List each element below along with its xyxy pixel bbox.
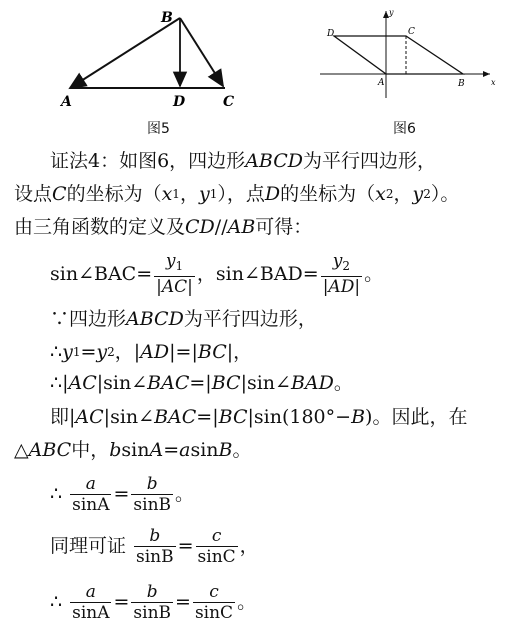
text: 设点 [14,183,53,205]
text-italic: y [198,183,210,205]
equation-1 [50,250,383,298]
text-italic: C [52,183,67,205]
label-d: D [173,94,186,110]
text-italic: y [412,183,424,205]
text: ∴ [50,591,63,613]
subscript: 1 [175,259,184,273]
text: = [113,483,130,505]
figure-5 [55,8,240,118]
parallelogram-abcd [334,36,463,74]
text: =| [196,406,219,428]
text-italic: BC [218,406,248,428]
numerator: c [211,525,222,546]
proof-line-6 [50,341,252,363]
fraction [70,474,111,515]
label-d: D [327,29,335,39]
figure-6-diagram [318,6,498,101]
proof-line-8 [50,406,467,428]
text: ， [393,183,413,205]
proof-line-2 [14,183,459,205]
text: 。 [175,483,195,505]
text-italic: A [149,439,164,461]
text-italic: AC [68,372,97,394]
denominator: sinB [133,494,172,515]
text: = [163,439,180,461]
label-a: A [61,94,72,110]
text: sin [190,439,219,461]
numerator: a [85,473,96,494]
text: |=| [169,341,198,363]
text-italic: ABCD [126,308,184,330]
text-italic: b [109,439,122,461]
denominator: |AD| [322,277,361,297]
text-italic: BAD [290,372,334,394]
text: 。 [333,372,353,394]
proof-line-7 [50,372,353,394]
numerator: b [149,525,161,546]
numerator: b [146,473,158,494]
numerator: c [209,581,219,602]
fraction [193,582,235,623]
text: |， [226,341,253,363]
text: )。因此，在 [365,406,468,428]
fraction [196,526,238,567]
proof-line-1 [50,150,436,172]
fraction [134,526,176,567]
fraction [321,251,362,297]
text-italic: AD [140,341,170,363]
text: 。 [237,591,257,613]
text-italic: B [351,406,366,428]
text: sin [121,439,150,461]
vector-ba [70,18,180,88]
text-italic: ABCD [245,150,303,172]
denominator: sinA [72,602,110,623]
fraction [154,251,195,297]
figure-6-caption: 图6 [393,121,416,137]
text-italic: D [264,183,281,205]
text-italic: x [161,183,173,205]
subscript: 1 [209,187,218,201]
text: =| [189,372,212,394]
subscript: 2 [423,187,431,201]
text: 为平行四边形， [303,150,437,172]
denominator: sinC [194,602,234,623]
text: 同理可证 [50,535,127,557]
label-y-axis: y [389,8,394,17]
text: 。 [232,439,252,461]
equation-4 [50,578,256,626]
label-b: B [161,10,173,26]
text-italic: AB [227,216,256,238]
denominator: sinA [72,494,110,515]
vector-bc [180,18,223,86]
subscript: 1 [172,187,180,201]
denominator: sinB [133,602,172,623]
text-italic: ABC [28,439,72,461]
text: ∴| [50,372,69,394]
text: = [177,535,194,557]
label-c: C [223,94,235,110]
text: 中， [71,439,110,461]
proof-line-5 [50,308,317,330]
text: ∴ [50,483,63,505]
figure-5-diagram [55,8,240,118]
fraction [131,582,173,623]
text: // [214,216,228,238]
text: = [80,341,97,363]
text: △ [14,439,29,461]
label-a: A [378,78,385,88]
text-italic: B [218,439,233,461]
text: ， [239,535,259,557]
figure-5-caption: 图5 [147,121,170,137]
text: ∴ [50,341,63,363]
text: |sin∠ [96,372,148,394]
text: 为平行四边形， [183,308,317,330]
text: ， [179,183,199,205]
text-italic: x [375,183,386,205]
figure-6 [318,6,498,101]
text-italic: BAC [147,372,190,394]
text: = [113,591,130,613]
denominator: |AC| [156,277,193,297]
text-italic: y [96,341,108,363]
label-b: B [458,79,465,89]
text: |sin∠ [240,372,291,394]
text: |sin(180°− [247,406,352,428]
text: ∵四边形 [50,308,127,330]
fraction [70,582,111,623]
subscript: 2 [107,345,115,359]
text: 的坐标为（ [280,183,376,205]
label-c: C [408,27,415,37]
text: = [175,591,191,613]
text: 即| [50,406,76,428]
equation-3 [50,522,259,570]
text: ）。 [430,183,460,205]
text-italic: a [179,439,191,461]
numerator: y [165,251,176,271]
equation-2 [50,470,194,518]
text: 由三角函数的定义及 [14,216,186,238]
text: ，| [114,341,141,363]
text: 。 [364,263,384,285]
subscript: 1 [72,345,81,359]
text: |sin∠ [103,406,155,428]
subscript: 2 [342,259,351,273]
numerator: y [332,251,343,271]
proof-line-9 [14,439,252,461]
text: ，sin∠BAD= [196,263,319,285]
denominator: sinC [197,546,236,567]
text-italic: y [62,341,73,363]
text-italic: CD [185,216,215,238]
x-axis-arrow [483,71,490,77]
numerator: b [146,581,158,602]
numerator: a [85,581,96,602]
text-italic: BC [211,372,241,394]
fraction [131,474,173,515]
label-x-axis: x [491,78,496,87]
text-italic: BAC [154,406,197,428]
denominator: sinB [136,546,174,567]
text: ），点 [217,183,265,205]
text: 可得： [255,216,313,238]
text: sin∠BAC= [50,263,153,285]
text: 的坐标为（ [66,183,162,205]
subscript: 2 [385,187,394,201]
proof-line-3 [14,216,312,238]
text-italic: AC [75,406,104,428]
text: 证法4：如图6，四边形 [50,150,246,172]
text-italic: BC [197,341,227,363]
